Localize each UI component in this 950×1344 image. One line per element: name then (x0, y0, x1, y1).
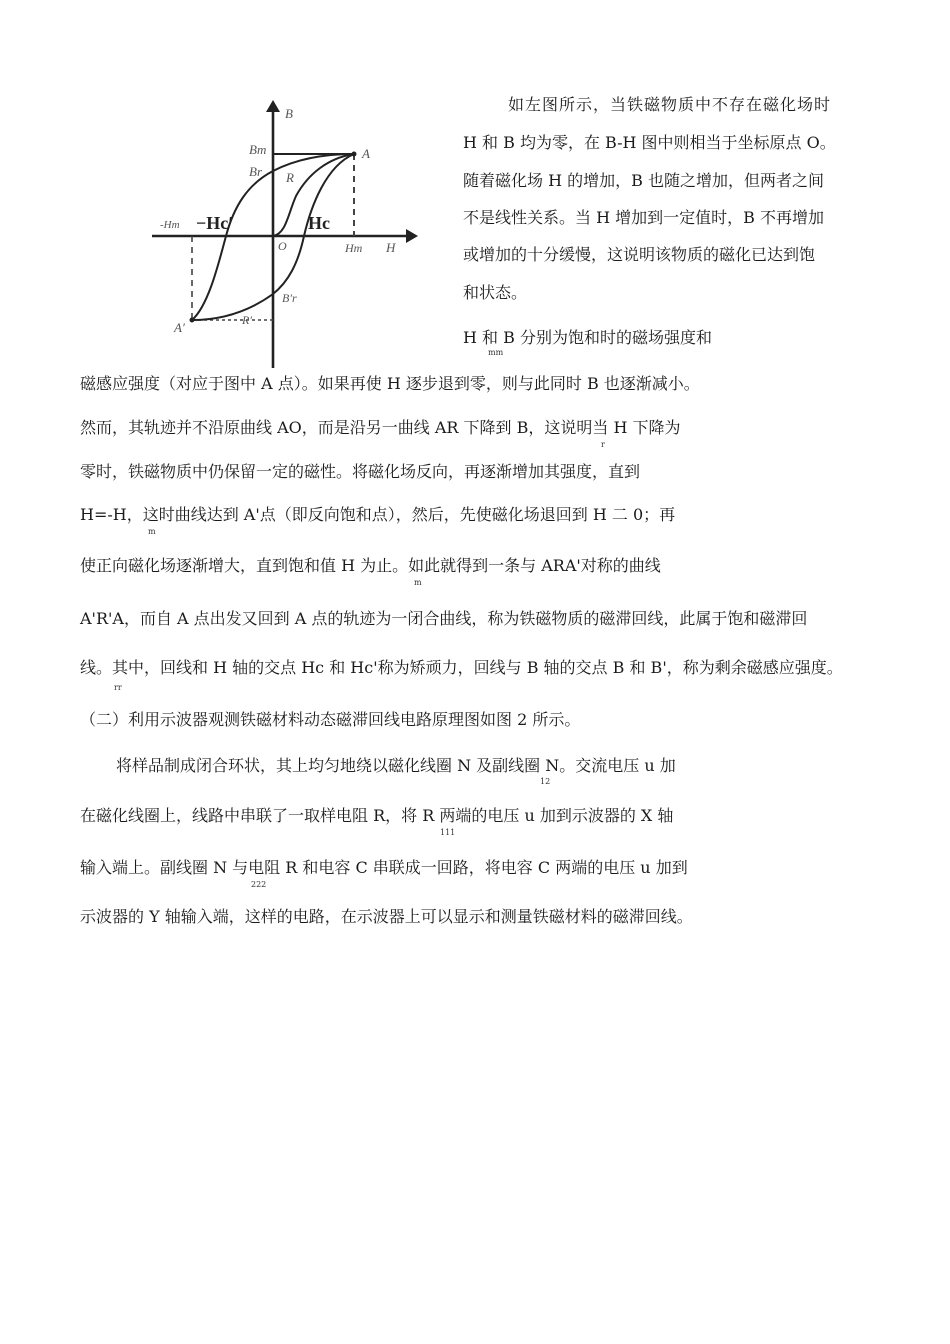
a-prime-label: A′ (174, 320, 185, 335)
neg-br-label: B′r (282, 291, 297, 305)
s2-line-3-subscript: 222 (251, 880, 267, 889)
a-label: A (362, 146, 370, 161)
hc-label: Hc (308, 213, 330, 233)
br-label: Br (249, 164, 262, 179)
s2-line-2-subscript: 111 (440, 828, 456, 837)
s2-line-3: 输入端上。副线圈 N 与电阻 R 和电容 C 串联成一回路，将电容 C 两端的电压 u 加到 (80, 858, 688, 877)
p2-line-4-subscript: m (148, 527, 156, 536)
point-a-prime (190, 318, 195, 323)
bm-label: Bm (249, 142, 267, 157)
p1-line-4: 不是线性关系。当 H 增加到一定值时，B 不再增加 (463, 208, 824, 227)
hysteresis-loop-figure (148, 96, 448, 372)
p2-line-6: A'R'A，而自 A 点出发又回到 A 点的轨迹为一闭合曲线，称为铁磁物质的磁滞回线，此属于饱和磁滞回 (80, 609, 808, 628)
b-axis-arrow (266, 100, 280, 112)
s2-line-4: 示波器的 Y 轴输入端，这样的电路，在示波器上可以显示和测量铁磁材料的磁滞回线。 (80, 907, 693, 926)
s2-line-1-subscript: 12 (540, 777, 551, 786)
p2-line-5-subscript: m (414, 578, 422, 587)
s2-line-2: 在磁化线圈上，线路中串联了一取样电阻 R，将 R 两端的电压 u 加到示波器的 X 轴 (80, 806, 674, 825)
neg-hm-label: -Hm (160, 219, 180, 231)
p2-line-3: 零时，铁磁物质中仍保留一定的磁性。将磁化场反向，再逐渐增加其强度，直到 (80, 462, 641, 481)
p2-line-4: H=-H，这时曲线达到 A'点（即反向饱和点），然后，先使磁化场退回到 H 二 0；再 (80, 505, 676, 524)
p1-line-7-subscript: mm (488, 348, 504, 357)
h-axis-arrow (406, 229, 418, 243)
point-a (352, 152, 357, 157)
p2-line-5: 使正向磁化场逐渐增大，直到饱和值 H 为止。如此就得到一条与 ARA'对称的曲线 (80, 556, 661, 575)
neg-hc-label: −Hc′ (196, 213, 234, 233)
origin-label: O (278, 239, 287, 253)
p2-line-7: 线。其中，回线和 H 轴的交点 Hc 和 Hc'称为矫顽力，回线与 B 轴的交点 B 和 B'，称为剩余磁感应强度。 (80, 658, 843, 677)
p2-line-2: 然而，其轨迹并不沿原曲线 AO，而是沿另一曲线 AR 下降到 B，这说明当 H 下降为 (80, 418, 681, 437)
r-prime-label: R′ (242, 313, 252, 327)
r-label: R (286, 170, 294, 185)
p2-line-2-subscript: r (601, 440, 605, 449)
p1-line-1: 如左图所示，当铁磁物质中不存在磁化场时 (508, 95, 832, 114)
p1-line-5: 或增加的十分缓慢，这说明该物质的磁化已达到饱 (463, 245, 816, 264)
h-axis-label: H (386, 240, 396, 255)
p1-line-6: 和状态。 (463, 283, 528, 302)
section2-heading: （二）利用示波器观测铁磁材料动态磁滞回线电路原理图如图 2 所示。 (80, 710, 581, 729)
p2-line-1: 磁感应强度（对应于图中 A 点）。如果再使 H 逐步退到零，则与此同时 B 也逐渐减小。 (80, 374, 700, 393)
p1-line-2: H 和 B 均为零，在 B-H 图中则相当于坐标原点 O。 (463, 133, 836, 152)
p2-line-7-subscript: rr (114, 683, 122, 692)
hm-label: Hm (345, 241, 363, 255)
p1-line-7: H 和 B 分别为饱和时的磁场强度和 (463, 328, 712, 347)
s2-line-1: 将样品制成闭合环状，其上均匀地绕以磁化线圈 N 及副线圈 N。交流电压 u 加 (116, 756, 676, 775)
p1-line-3: 随着磁化场 H 的增加，B 也随之增加，但两者之间 (463, 171, 824, 190)
b-axis-label: B (285, 106, 293, 121)
